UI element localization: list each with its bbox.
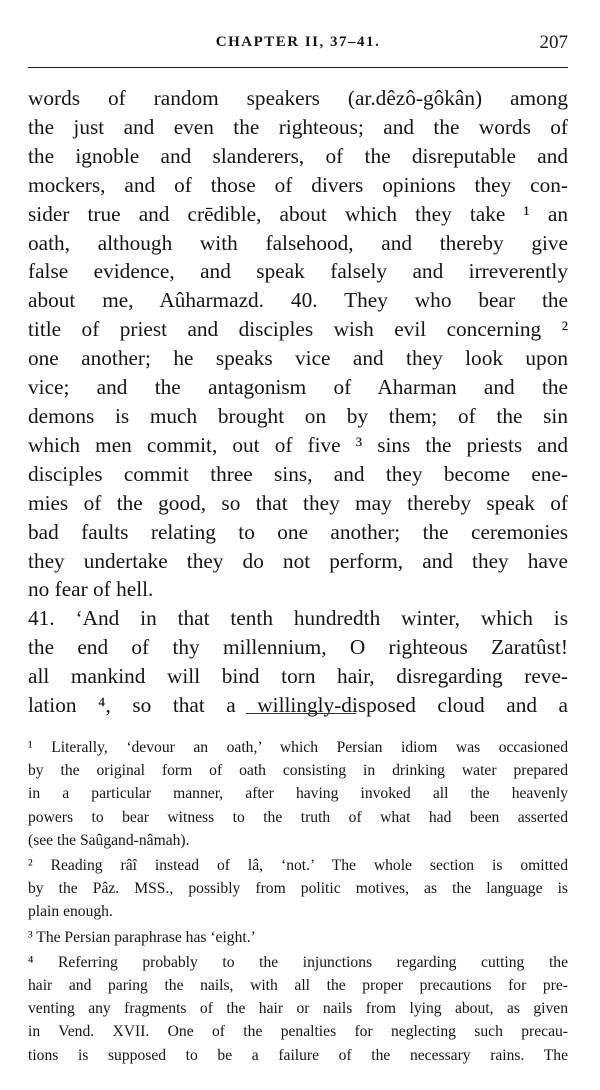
- text-line: words of random speakers (ar.dêzô-gôkân) among: [28, 86, 568, 110]
- footnote-line: ⁴ Referring probably to the injunctions regarding cutting the: [28, 953, 568, 971]
- footnote-line: hair and paring the nails, with all the proper precautions for pre-: [28, 977, 568, 995]
- footnote-3: [28, 926, 568, 949]
- text-line: demons is much brought on by them; of the sin: [28, 403, 568, 428]
- footnote-line: in Vend. XVII. One of the penalties for neglecting such precau-: [28, 1023, 568, 1041]
- footnote-line: venting any fragments of the hair or nails from lying about, as given: [28, 1000, 568, 1018]
- footnotes: [28, 736, 568, 1069]
- running-header: [28, 32, 568, 62]
- header-rule: [28, 67, 568, 68]
- footnote-line: by the Pâz. MSS., possibly from politic motives, as the language is: [28, 880, 568, 898]
- text-line: bad faults relating to one another; the ceremonies: [28, 519, 568, 544]
- text-line: the ignoble and slanderers, of the disreputable and: [28, 143, 568, 168]
- text-line: no fear of hell.: [28, 577, 154, 602]
- text-line: all mankind will bind torn hair, disregarding reve-: [28, 664, 568, 689]
- text-line: oath, although with falsehood, and thereby give: [28, 230, 568, 255]
- text-line: disciples commit three sins, and they become ene-: [28, 461, 568, 486]
- footnote-1: [28, 736, 568, 852]
- footnote-line: in a particular manner, after having invoked all the heavenly: [28, 785, 568, 803]
- text-line: false evidence, and speak falsely and irreverently: [28, 259, 568, 284]
- text-line: mies of the good, so that they may thereby speak of: [28, 490, 568, 515]
- footnote-line: ² Reading râî instead of lâ, ‘not.’ The whole section is omitted: [28, 857, 568, 875]
- footnote-4: [28, 951, 568, 1067]
- text-line: the end of thy millennium, O righteous Zaratûst!: [28, 635, 568, 660]
- footnote-line: ³ The Persian paraphrase has ‘eight.’: [28, 928, 256, 946]
- footnote-rule: [246, 713, 356, 714]
- text-line: mockers, and of those of divers opinions they con-: [28, 172, 568, 197]
- text-line: vice; and the antagonism of Aharman and the: [28, 375, 568, 400]
- text-line: which men commit, out of five ³ sins the priests and: [28, 432, 568, 457]
- footnote-2: [28, 854, 568, 924]
- footnote-line: tions is supposed to be a failure of the necessary rains. The: [28, 1046, 568, 1064]
- text-line: about me, Aûharmazd. 40. They who bear the: [28, 288, 568, 313]
- text-line: sider true and crēdible, about which they take ¹ an: [28, 201, 568, 226]
- footnote-line: powers to bear witness to the truth of what had been asserted: [28, 808, 568, 826]
- footnote-line: ¹ Literally, ‘devour an oath,’ which Persian idiom was occasioned: [28, 739, 568, 756]
- text-line: the just and even the righteous; and the words of: [28, 114, 568, 139]
- text-line: 41. ‘And in that tenth hundredth winter, which is: [28, 606, 568, 631]
- footnote-line: plain enough.: [28, 903, 113, 921]
- chapter-heading: CHAPTER II, 37–41.: [215, 34, 381, 50]
- footnote-line: (see the Saûgand-nâmah).: [28, 831, 190, 849]
- text-line: lation ⁴, so that a willingly-disposed cloud and a: [28, 693, 568, 718]
- text-line: they undertake they do not perform, and they have: [28, 548, 568, 573]
- main-text: [28, 84, 568, 720]
- footnote-line: by the original form of oath consisting in drinking water prepared: [28, 762, 568, 780]
- text-line: title of priest and disciples wish evil concerning ²: [28, 317, 568, 342]
- page-number: 207: [539, 32, 568, 53]
- text-line: one another; he speaks vice and they look upon: [28, 346, 568, 371]
